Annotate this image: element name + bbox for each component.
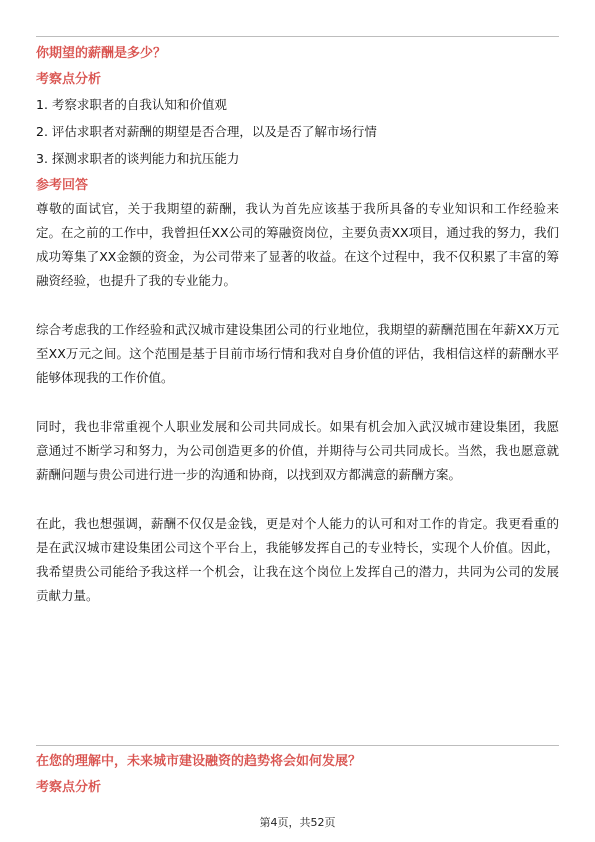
analysis-item: 1. 考察求职者的自我认知和价值观 (36, 97, 227, 112)
answer-paragraph: 综合考虑我的工作经验和武汉城市建设集团公司的行业地位，我期望的薪酬范围在年薪XX万元至XX万元之间。这个范围是基于目前市场行情和我对自身价值的评估，我相信这样的薪酬水平能够体现我的工作价值。 (36, 322, 559, 385)
question-title: 在您的理解中，未来城市建设融资的趋势将会如何发展？ (36, 754, 362, 769)
page-number: 第4页，共52页 (259, 816, 336, 829)
analysis-item: 2. 评估求职者对薪酬的期望是否合理，以及是否了解市场行情 (36, 124, 377, 139)
analysis-heading: 考察点分析 (36, 780, 102, 795)
answer-paragraph: 在此，我也想强调，薪酬不仅仅是金钱，更是对个人能力的认可和对工作的肯定。我更看重的是在武汉城市建设集团公司这个平台上，我能够发挥自己的专业特长，实现个人价值。因此，我希望贵公司能给予我这样一个机会，让我在这个岗位上发挥自己的潜力，共同为公司的发展贡献力量。 (36, 516, 559, 603)
analysis-heading: 考察点分析 (36, 72, 102, 87)
analysis-item: 3. 探测求职者的谈判能力和抗压能力 (36, 151, 240, 166)
answer-heading: 参考回答 (36, 178, 89, 193)
section-divider (36, 745, 559, 746)
question-title: 你期望的薪酬是多少？ (36, 46, 167, 61)
question-block-1 (36, 45, 559, 608)
answer-paragraph: 尊敬的面试官，关于我期望的薪酬，我认为首先应该基于我所具备的专业知识和工作经验来定。在之前的工作中，我曾担任XX公司的筹融资岗位，主要负责XX项目，通过我的努力，我们成功筹集了XX金额的资金，为公司带来了显著的收益。在这个过程中，我不仅积累了丰富的筹融资经验，也提升了我的专业能力。 (36, 201, 559, 288)
answer-paragraph: 同时，我也非常重视个人职业发展和公司共同成长。如果有机会加入武汉城市建设集团，我愿意通过不断学习和努力，为公司创造更多的价值，并期待与公司共同成长。当然，我也愿意就薪酬问题与贵公司进行进一步的沟通和协商，以找到双方都满意的薪酬方案。 (36, 419, 559, 482)
top-divider (36, 36, 559, 37)
question-block-2 (36, 753, 559, 797)
